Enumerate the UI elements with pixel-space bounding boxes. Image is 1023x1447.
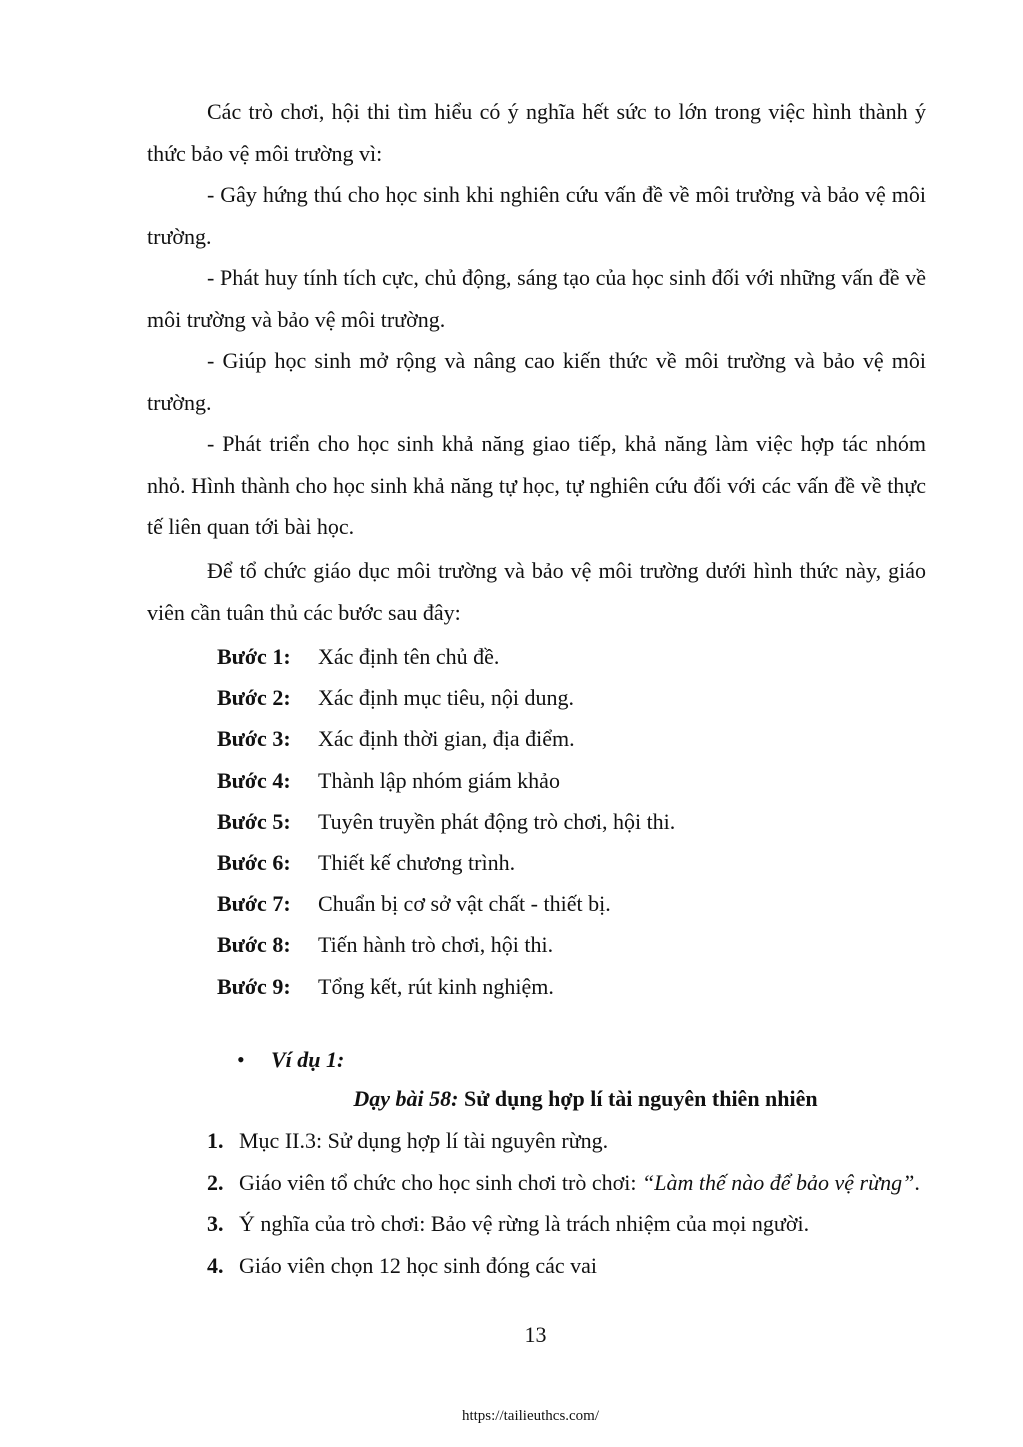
item-text-lead: Giáo viên tổ chức cho học sinh chơi trò chơi: (239, 1169, 642, 1195)
page-number: 13 (524, 1322, 547, 1347)
paragraph-point-1: - Gây hứng thú cho học sinh khi nghiên cứu vấn đề về môi trường và bảo vệ môi trường. (147, 182, 926, 249)
step-item (217, 842, 917, 883)
lesson-title (0, 1079, 1023, 1119)
item-text: Ý nghĩa của trò chơi: Bảo vệ rừng là trách nhiệm của mọi người. (239, 1211, 810, 1236)
numbered-item (207, 1120, 927, 1162)
footer-url[interactable]: https://tailieuthcs.com/ (461, 1408, 600, 1424)
paragraph-steps-intro: Để tổ chức giáo dục môi trường và bảo vệ môi trường dưới hình thức này, giáo viên cần tuân thủ các bước sau đây: (147, 558, 926, 625)
numbered-item (207, 1245, 927, 1287)
step-label: Bước 4: (217, 767, 291, 793)
example-heading (237, 1040, 344, 1080)
step-text: Tổng kết, rút kinh nghiệm. (318, 973, 554, 999)
step-label: Bước 7: (217, 891, 291, 917)
steps-list (217, 636, 917, 1007)
numbered-item (207, 1162, 927, 1204)
item-text-tail: . (914, 1169, 920, 1195)
step-text: Xác định tên chủ đề. (318, 644, 500, 669)
step-text: Thiết kế chương trình. (318, 849, 516, 875)
lesson-prefix: Dạy bài 58: (353, 1086, 459, 1111)
step-label: Bước 3: (217, 726, 291, 752)
example-numbered-list (207, 1120, 927, 1286)
item-text: Giáo viên chọn 12 học sinh đóng các vai (239, 1252, 598, 1278)
step-item (217, 718, 917, 759)
step-text: Thành lập nhóm giám khảo (318, 767, 560, 793)
step-item (217, 801, 917, 842)
step-label: Bước 1: (217, 644, 291, 669)
step-text: Tiến hành trò chơi, hội thi. (318, 932, 554, 958)
item-number: 3. (207, 1211, 224, 1236)
numbered-item (207, 1203, 927, 1245)
step-item (217, 966, 917, 1007)
step-item (217, 924, 917, 965)
item-number: 1. (207, 1128, 224, 1153)
step-text: Tuyên truyền phát động trò chơi, hội thi. (318, 808, 676, 834)
example-heading-text: Ví dụ 1: (271, 1047, 345, 1072)
paragraph-point-2: - Phát huy tính tích cực, chủ động, sáng tạo của học sinh đối với những vấn đề về môi trường và bảo vệ môi trường. (147, 265, 926, 332)
item-number: 2. (207, 1169, 224, 1195)
game-title-quote: “Làm thế nào để bảo vệ rừng” (641, 1169, 915, 1195)
step-item (217, 636, 917, 677)
step-label: Bước 8: (217, 932, 291, 958)
step-item (217, 883, 917, 924)
item-text (239, 1162, 927, 1204)
step-text: Xác định thời gian, địa điểm. (318, 726, 575, 752)
step-label: Bước 2: (217, 685, 291, 711)
item-number: 4. (207, 1252, 224, 1278)
step-label: Bước 6: (217, 849, 291, 875)
step-item (217, 760, 917, 801)
step-text: Chuẩn bị cơ sở vật chất - thiết bị. (318, 891, 611, 917)
step-item (217, 677, 917, 718)
step-label: Bước 9: (217, 973, 291, 999)
item-text: Mục II.3: Sử dụng hợp lí tài nguyên rừng. (239, 1128, 609, 1153)
paragraph-intro: Các trò chơi, hội thi tìm hiểu có ý nghĩa hết sức to lớn trong việc hình thành ý thức bảo vệ môi trường vì: (147, 99, 926, 166)
bullet-icon: • (237, 1047, 245, 1072)
step-label: Bước 5: (217, 808, 291, 834)
paragraph-point-3: - Giúp học sinh mở rộng và nâng cao kiến thức về môi trường và bảo vệ môi trường. (147, 348, 926, 415)
step-text: Xác định mục tiêu, nội dung. (318, 685, 575, 711)
lesson-title-text: Sử dụng hợp lí tài nguyên thiên nhiên (463, 1086, 818, 1111)
paragraph-point-4: - Phát triển cho học sinh khả năng giao tiếp, khả năng làm việc hợp tác nhóm nhỏ. Hình thành cho học sinh khả năng tự học, tự nghiên cứu đối với các vấn đề về thực tế liên quan tới bài học. (147, 431, 926, 539)
